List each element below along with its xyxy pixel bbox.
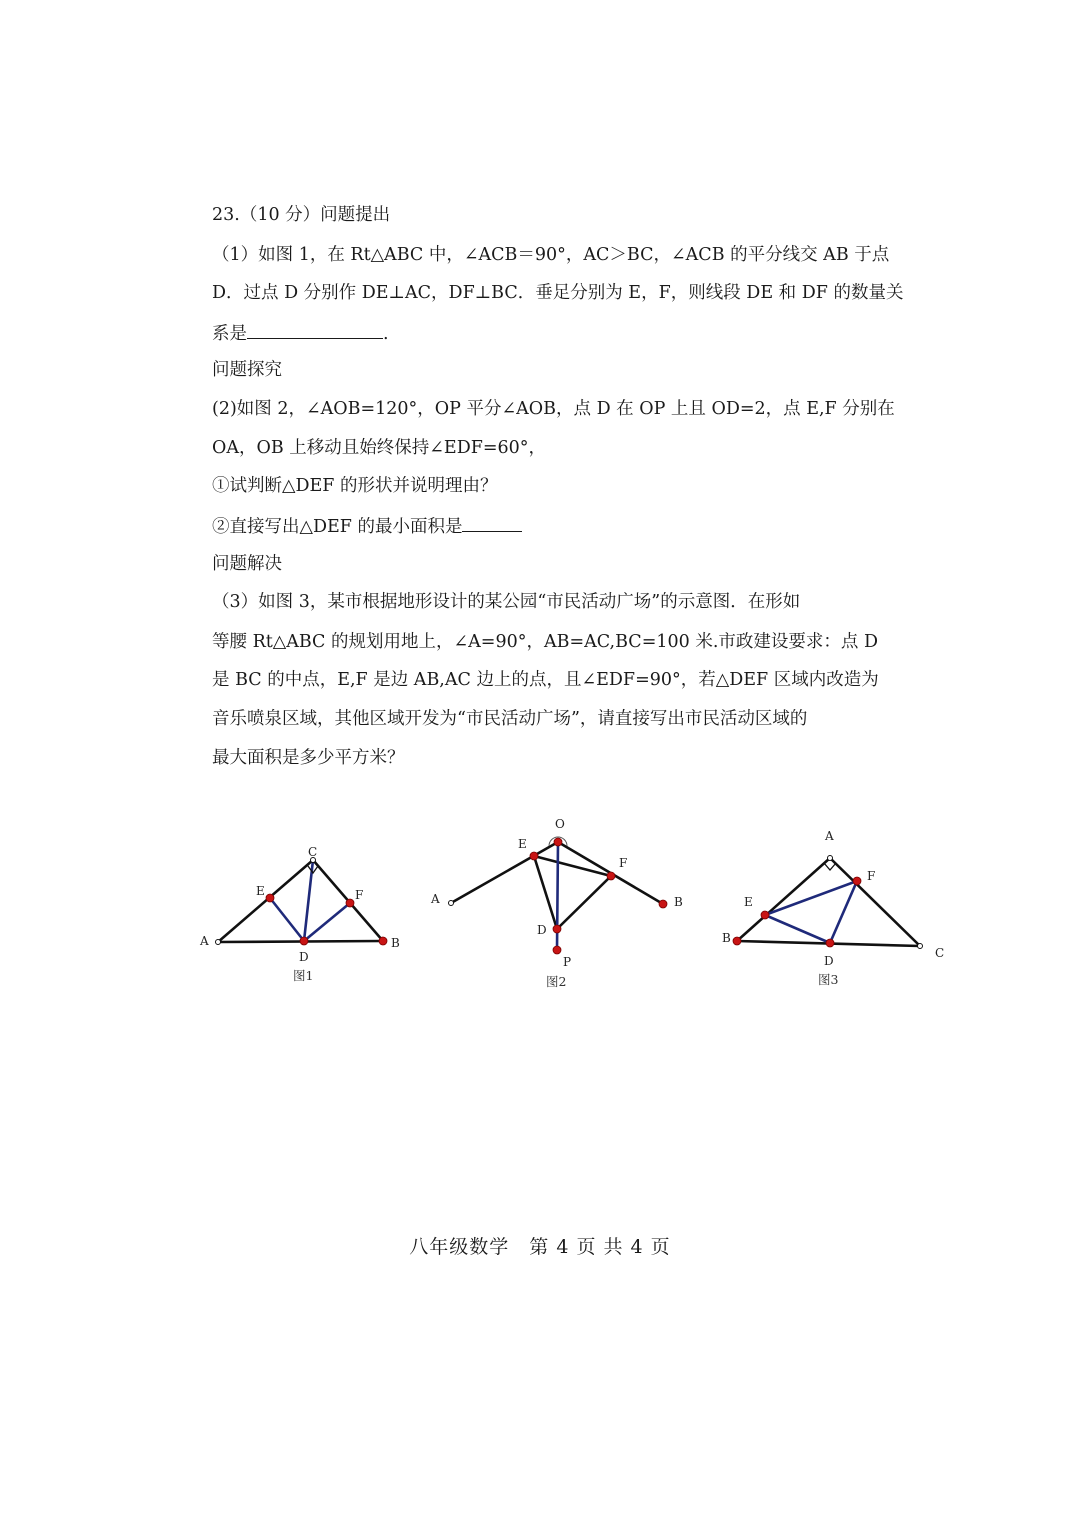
figures-panel: [0, 800, 1080, 1000]
fig1-point-e: [266, 894, 274, 902]
part3-line2: 等腰 Rt△ABC 的规划用地上，∠A=90°，AB=AC,BC=100 米.市政建设要求：点 D: [212, 632, 878, 652]
part3-line4: 音乐喷泉区域，其他区域开发为“市民活动广场”，请直接写出市民活动区域的: [212, 709, 808, 729]
fig2-point-d: [553, 925, 561, 933]
fig3-label-c: C: [935, 946, 945, 960]
answer-blank-2: [462, 513, 522, 532]
fig1-label-d: D: [299, 950, 309, 964]
fig1-caption: 图1: [293, 968, 314, 983]
fig2-point-f: [607, 872, 615, 880]
fig1-point-d: [300, 937, 308, 945]
fig2-label-d: D: [537, 923, 547, 937]
part1-line3: [212, 320, 389, 346]
section3-title: 问题解决: [212, 554, 282, 574]
question-header: 23.（10 分）问题提出: [212, 205, 391, 225]
fig2-point-e: [530, 852, 538, 860]
fig1-side-ac: [218, 860, 313, 942]
section2-title: 问题探究: [212, 360, 282, 380]
part2-line2: OA，OB 上移动且始终保持∠EDF=60°，: [212, 438, 547, 458]
fig3-right-angle-mark: [824, 863, 836, 870]
figure-2: [430, 817, 683, 989]
fig2-point-a: [449, 901, 454, 906]
part3-line5: 最大面积是多少平方米？: [212, 748, 405, 768]
fig1-label-a: A: [200, 934, 209, 948]
fig2-caption: 图2: [546, 974, 567, 989]
fig2-ray-oa: [451, 842, 558, 903]
page-footer: 八年级数学 第 4 页 共 4 页: [409, 1236, 671, 1258]
fig1-label-c: C: [308, 845, 318, 859]
fig2-label-f: F: [619, 856, 628, 870]
fig3-label-d: D: [824, 954, 834, 968]
part1-line2: D．过点 D 分别作 DE⊥AC，DF⊥BC．垂足分别为 E，F，则线段 DE 和 DF 的数量关: [212, 283, 904, 303]
fig1-point-b: [379, 937, 387, 945]
fig3-segment-ed: [765, 915, 830, 943]
fig3-point-c: [918, 944, 923, 949]
fig2-label-a: A: [431, 892, 440, 906]
part3-line3: 是 BC 的中点，E,F 是边 AB,AC 边上的点，且∠EDF=90°，若△DEF 区域内改造为: [212, 670, 879, 690]
fig2-segment-ed: [534, 856, 557, 929]
fig2-label-b: B: [674, 895, 683, 909]
fig3-point-b: [733, 937, 741, 945]
fig2-label-o: O: [555, 817, 565, 831]
fig3-caption: 图3: [818, 972, 839, 987]
fig3-label-e: E: [744, 895, 753, 909]
fig1-point-f: [346, 899, 354, 907]
fig3-point-e: [761, 911, 769, 919]
part1-line3-suffix: .: [383, 324, 389, 344]
fig2-point-b: [659, 900, 667, 908]
part2-q2-text: ②直接写出△DEF 的最小面积是: [212, 517, 463, 537]
fig1-point-a: [216, 940, 221, 945]
fig3-point-a: [828, 856, 833, 861]
fig2-label-p: P: [563, 955, 572, 969]
figure-3: [722, 829, 944, 987]
fig2-point-o: [554, 838, 562, 846]
part1-line3-prefix: 系是: [212, 324, 247, 344]
fig2-label-e: E: [518, 837, 527, 851]
fig3-label-f: F: [867, 869, 876, 883]
fig1-segment-df: [304, 903, 350, 941]
fig3-point-f: [853, 877, 861, 885]
fig3-label-b: B: [722, 931, 731, 945]
part2-q1: ①试判断△DEF 的形状并说明理由？: [212, 476, 498, 496]
fig1-label-f: F: [355, 888, 364, 902]
fig1-label-e: E: [256, 884, 265, 898]
fig3-point-d: [826, 939, 834, 947]
figure-1: [199, 845, 400, 983]
fig1-segment-de: [270, 898, 304, 941]
fig2-point-p: [553, 946, 561, 954]
part2-line1: (2)如图 2，∠AOB=120°，OP 平分∠AOB，点 D 在 OP 上且 OD=2，点 E,F 分别在: [212, 399, 895, 419]
part2-q2: [212, 513, 522, 539]
answer-blank-1: [247, 320, 383, 339]
fig3-label-a: A: [825, 829, 834, 843]
part1-line1: （1）如图 1，在 Rt△ABC 中，∠ACB＝90°，AC＞BC，∠ACB 的平分线交 AB 于点: [212, 245, 890, 265]
fig2-segment-fd: [557, 876, 611, 929]
part3-line1: （3）如图 3，某市根据地形设计的某公园“市民活动广场”的示意图．在形如: [212, 592, 801, 612]
fig2-bisector-op: [557, 842, 558, 950]
fig1-label-b: B: [391, 936, 400, 950]
